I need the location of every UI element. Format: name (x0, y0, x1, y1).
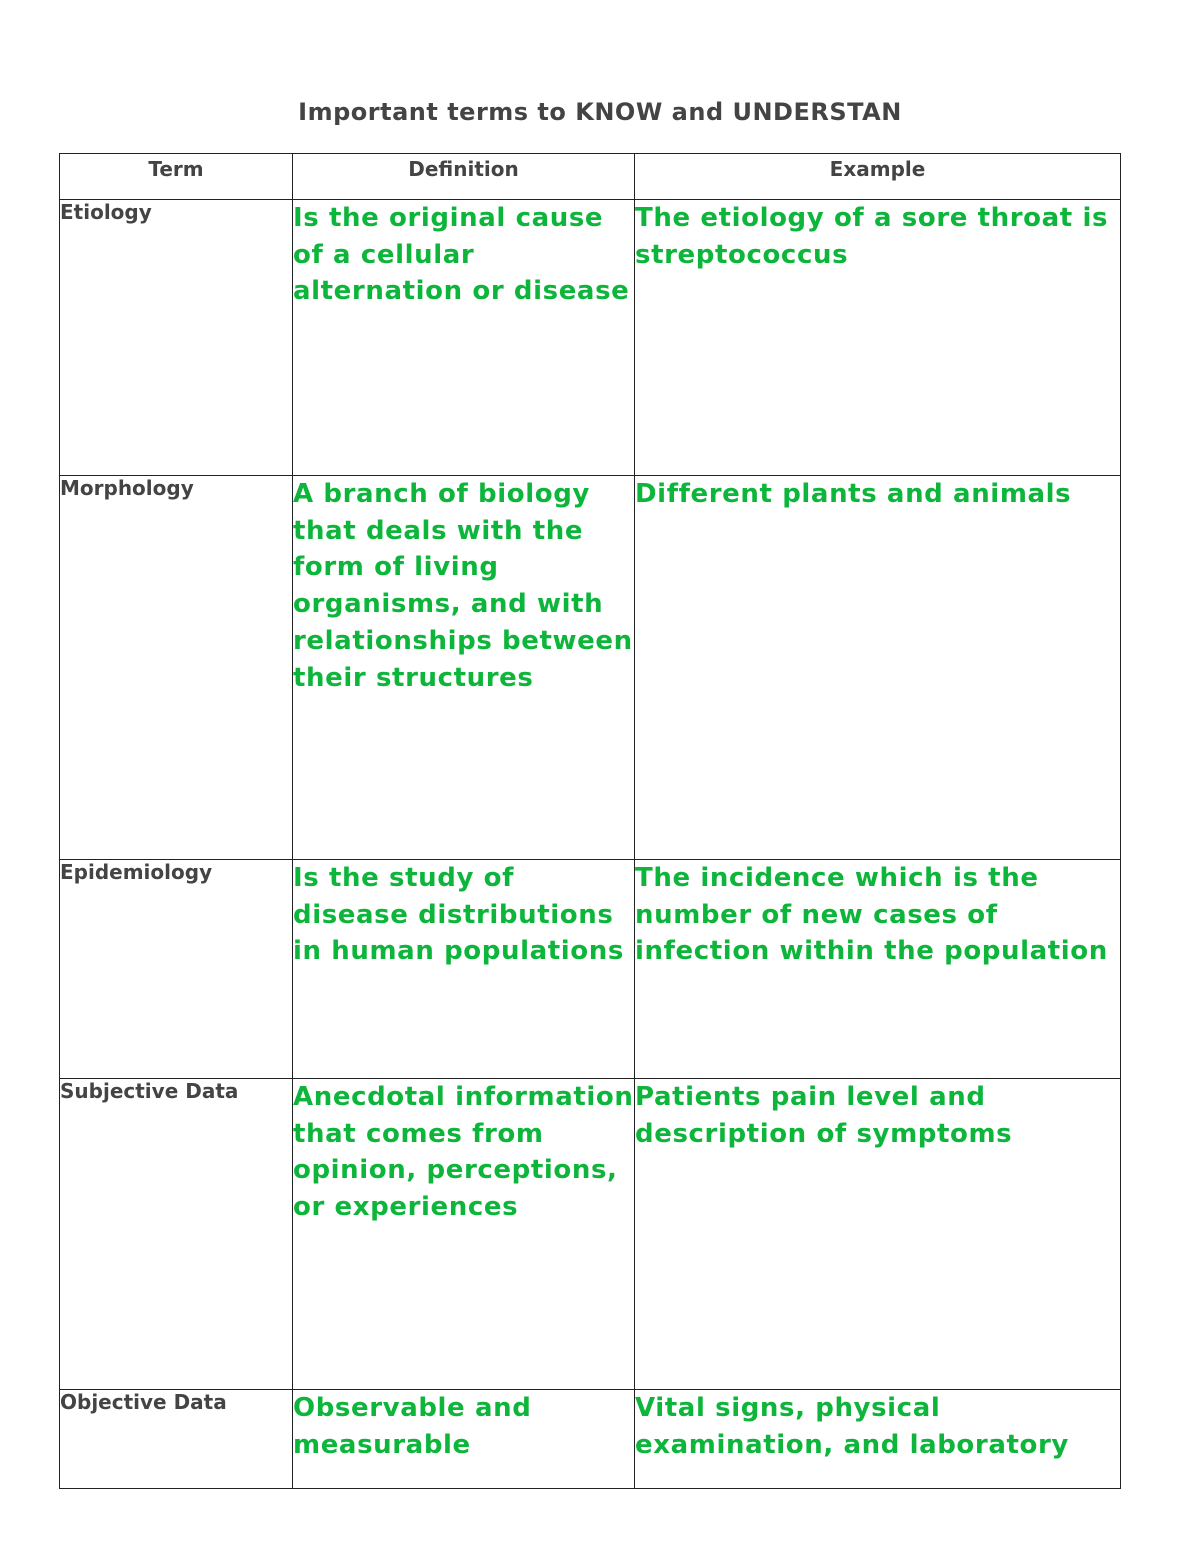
table-row (60, 200, 1121, 476)
example-cell: The incidence which is the number of new cases of infection within the population (635, 860, 1121, 1079)
header-term: Term (60, 154, 293, 200)
term-cell: Etiology (60, 200, 293, 476)
example-cell: The etiology of a sore throat is streptococcus (635, 200, 1121, 476)
term-cell: Objective Data (60, 1390, 293, 1489)
definition-cell: Is the original cause of a cellular alternation or disease (293, 200, 635, 476)
example-cell: Patients pain level and description of symptoms (635, 1079, 1121, 1390)
definition-cell: Observable and measurable (293, 1390, 635, 1489)
definition-cell: Anecdotal information that comes from opinion, perceptions, or experiences (293, 1079, 635, 1390)
table-row (60, 1390, 1121, 1489)
terms-table (59, 153, 1121, 1489)
header-definition: Definition (293, 154, 635, 200)
definition-cell: Is the study of disease distributions in human populations (293, 860, 635, 1079)
table-row (60, 860, 1121, 1079)
table-body (60, 200, 1121, 1489)
header-row (60, 154, 1121, 200)
table-header (60, 154, 1121, 200)
document-title: Important terms to KNOW and UNDERSTAN (298, 98, 902, 126)
header-example: Example (635, 154, 1121, 200)
example-cell: Different plants and animals (635, 476, 1121, 860)
example-cell: Vital signs, physical examination, and laboratory (635, 1390, 1121, 1489)
table-row (60, 1079, 1121, 1390)
definition-cell: A branch of biology that deals with the form of living organisms, and with relationships between their structures (293, 476, 635, 860)
term-cell: Subjective Data (60, 1079, 293, 1390)
term-cell: Morphology (60, 476, 293, 860)
term-cell: Epidemiology (60, 860, 293, 1079)
table-row (60, 476, 1121, 860)
